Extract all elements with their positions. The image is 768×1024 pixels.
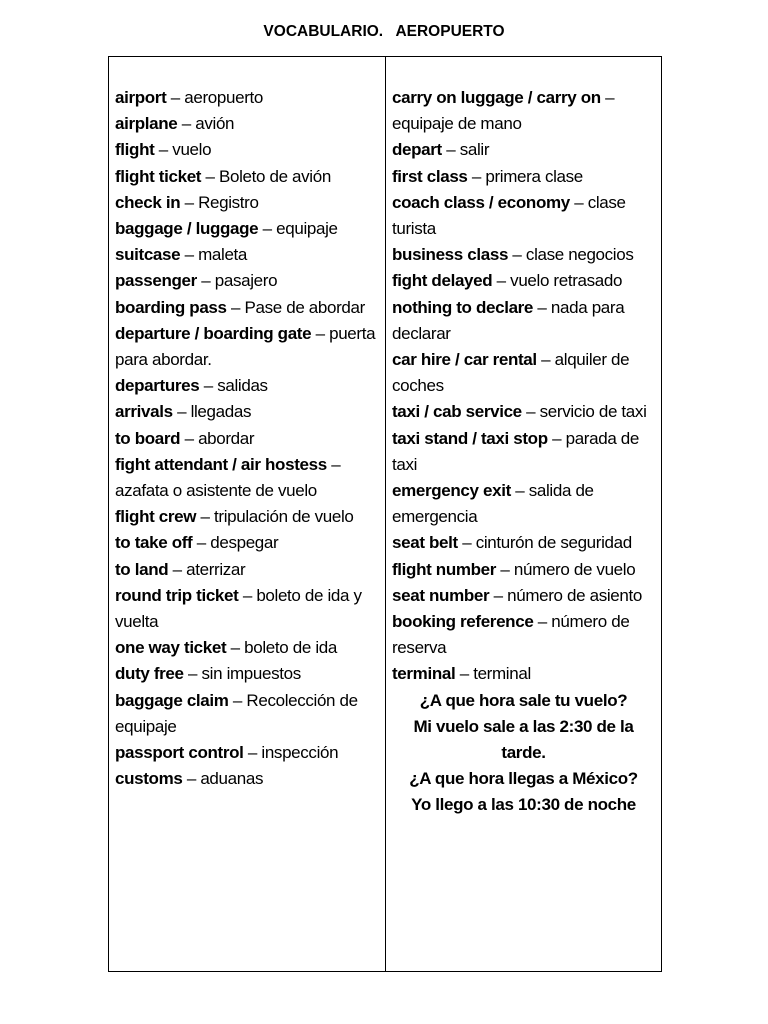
- vocab-translation: tripulación de vuelo: [214, 507, 354, 527]
- vocab-term: car hire / car rental: [392, 350, 537, 370]
- vocab-separator: –: [226, 638, 245, 658]
- vocab-entry: [115, 242, 379, 268]
- vocab-entry: [115, 85, 379, 111]
- vocab-term: one way ticket: [115, 638, 227, 658]
- vocab-translation: aterrizar: [186, 559, 246, 579]
- vocab-entry: [115, 137, 379, 163]
- vocab-translation: abordar: [198, 428, 255, 448]
- vocab-term: baggage claim: [115, 690, 229, 710]
- vocab-translation: aeropuerto: [184, 88, 263, 107]
- vocab-entry: [115, 740, 379, 766]
- vocab-separator: –: [183, 664, 202, 684]
- vocab-separator: –: [569, 192, 588, 212]
- vocab-term: to board: [115, 428, 181, 448]
- vocab-separator: –: [258, 219, 277, 239]
- vocab-entry: [392, 295, 655, 347]
- vocab-separator: –: [441, 140, 460, 160]
- vocab-translation: puerta para abordar.: [115, 323, 376, 370]
- vocab-separator: –: [180, 192, 199, 212]
- vocab-separator: –: [243, 743, 262, 763]
- vocab-translation: clase turista: [392, 192, 626, 239]
- vocab-term: flight crew: [115, 507, 197, 527]
- vocab-separator: –: [201, 166, 219, 186]
- vocabulary-table: [108, 56, 662, 972]
- vocab-separator: –: [533, 297, 551, 317]
- vocab-term: departure / boarding gate: [115, 323, 312, 343]
- vocab-term: seat number: [392, 585, 490, 605]
- example-phrase: Yo llego a las 10:30 de noche: [411, 795, 636, 815]
- vocab-entry: [115, 216, 379, 242]
- vocab-entry: [115, 661, 379, 687]
- vocab-term: emergency exit: [392, 481, 511, 501]
- vocab-term: flight number: [392, 559, 497, 579]
- vocab-separator: –: [238, 585, 257, 605]
- vocab-entry: [392, 164, 655, 190]
- vocab-term: flight: [115, 140, 155, 160]
- vocab-term: airplane: [115, 114, 178, 134]
- vocab-translation: despegar: [210, 533, 279, 553]
- vocab-separator: –: [168, 559, 187, 579]
- vocab-term: first class: [392, 166, 468, 186]
- vocab-separator: –: [547, 428, 566, 448]
- vocab-entry: [115, 111, 379, 137]
- vocab-separator: –: [510, 481, 529, 501]
- vocab-translation: inspección: [261, 743, 339, 763]
- vocab-translation: salidas: [217, 376, 268, 396]
- vocab-separator: –: [600, 88, 615, 107]
- vocab-translation: Registro: [198, 192, 259, 212]
- vocab-entry: [392, 242, 655, 268]
- vocab-entry: [115, 557, 379, 583]
- vocab-term: arrivals: [115, 402, 173, 422]
- vocab-term: passport control: [115, 743, 244, 763]
- vocab-separator: –: [199, 376, 218, 396]
- vocab-separator: –: [536, 350, 555, 370]
- vocab-translation: número de vuelo: [513, 559, 636, 579]
- vocab-term: baggage / luggage: [115, 219, 259, 239]
- vocab-separator: –: [196, 507, 215, 527]
- vocab-entry: [115, 373, 379, 399]
- vocab-translation: número de reserva: [392, 612, 630, 658]
- vocab-entry: [392, 347, 655, 399]
- vocab-entry: [392, 530, 655, 556]
- vocab-entry: [115, 504, 379, 530]
- vocab-entry: [115, 688, 379, 740]
- vocab-separator: –: [489, 585, 508, 605]
- vocab-translation: boleto de ida y vuelta: [115, 585, 362, 632]
- vocab-translation: vuelo: [172, 140, 212, 160]
- vocab-entry: [392, 399, 655, 425]
- vocab-translation: llegadas: [190, 402, 252, 422]
- vocab-separator: –: [196, 271, 215, 291]
- vocab-separator: –: [533, 612, 552, 632]
- vocab-entry: [392, 609, 655, 661]
- vocab-term: customs: [115, 769, 183, 789]
- vocab-term: suitcase: [115, 245, 181, 265]
- vocab-translation: alquiler de coches: [392, 350, 630, 396]
- vocab-entry: [115, 452, 379, 504]
- vocab-separator: –: [180, 245, 199, 265]
- vocab-term: passenger: [115, 271, 197, 291]
- vocab-separator: –: [182, 769, 201, 789]
- vocab-term: seat belt: [392, 533, 458, 553]
- vocab-term: taxi / cab service: [392, 402, 522, 422]
- example-phrase: Mi vuelo sale a las 2:30 de la tarde.: [413, 716, 634, 763]
- vocab-translation: Recolección de equipaje: [115, 690, 358, 736]
- vocab-entry: [392, 85, 655, 137]
- vocab-entry: [392, 583, 655, 609]
- vocab-translation: cinturón de seguridad: [475, 533, 632, 553]
- vocab-entry: [115, 190, 379, 216]
- vocab-term: duty free: [115, 664, 184, 684]
- vocab-translation: Pase de abordar: [244, 297, 365, 317]
- vocab-translation: avión: [195, 114, 235, 134]
- vocab-separator: –: [166, 88, 185, 107]
- vocab-translation: vuelo retrasado: [510, 271, 623, 291]
- vocab-separator: –: [311, 323, 330, 343]
- vocab-term: airport: [115, 88, 167, 107]
- vocab-separator: –: [521, 402, 540, 422]
- vocab-term: round trip ticket: [115, 585, 239, 605]
- vocab-entry: [392, 190, 655, 242]
- vocab-term: boarding pass: [115, 297, 227, 317]
- vocab-translation: nada para declarar: [392, 297, 625, 343]
- vocab-separator: –: [496, 559, 514, 579]
- vocab-translation: salida de emergencia: [392, 481, 594, 527]
- vocab-entry: [115, 426, 379, 452]
- vocab-separator: –: [177, 114, 196, 134]
- vocab-translation: pasajero: [214, 271, 278, 291]
- vocab-term: flight ticket: [115, 166, 202, 186]
- vocab-translation: sin impuestos: [201, 664, 301, 684]
- vocab-entry: [115, 399, 379, 425]
- vocab-term: taxi stand / taxi stop: [392, 428, 548, 448]
- vocab-term: booking reference: [392, 612, 534, 632]
- vocab-separator: –: [180, 428, 199, 448]
- vocab-entry: [115, 635, 379, 661]
- vocab-separator: –: [226, 297, 245, 317]
- vocab-term: depart: [392, 140, 442, 160]
- vocab-term: fight attendant / air hostess: [115, 454, 327, 474]
- vocab-entry: [115, 164, 379, 190]
- vocab-separator: –: [228, 690, 247, 710]
- vocab-entry: [392, 137, 655, 163]
- vocab-entry: [115, 321, 379, 373]
- vocab-term: departures: [115, 376, 200, 396]
- vocab-translation: boleto de ida: [244, 638, 337, 658]
- vocab-entry: [392, 268, 655, 294]
- vocab-entry: [115, 583, 379, 635]
- vocab-separator: –: [492, 271, 511, 291]
- example-phrases: [392, 688, 655, 819]
- vocab-term: business class: [392, 245, 509, 265]
- vocab-term: fight delayed: [392, 271, 493, 291]
- vocab-separator: –: [154, 140, 173, 160]
- vocab-term: coach class / economy: [392, 192, 570, 212]
- vocab-translation: servicio de taxi: [539, 402, 647, 422]
- vocab-translation: número de asiento: [507, 585, 642, 605]
- vocab-term: carry on luggage / carry on: [392, 88, 601, 107]
- vocab-term: nothing to declare: [392, 297, 534, 317]
- vocab-translation: aduanas: [200, 769, 264, 789]
- vocab-entry: [392, 426, 655, 478]
- vocab-term: check in: [115, 192, 181, 212]
- vocab-separator: –: [455, 664, 474, 684]
- vocab-translation: parada de taxi: [392, 428, 640, 474]
- vocab-entry: [392, 478, 655, 530]
- vocab-translation: Boleto de avión: [218, 166, 331, 186]
- vocab-translation: clase negocios: [525, 245, 634, 265]
- vocab-term: to land: [115, 559, 169, 579]
- right-column: [386, 57, 661, 971]
- vocab-entry: [392, 661, 655, 687]
- vocab-separator: –: [192, 533, 211, 553]
- left-column: [109, 57, 386, 971]
- vocab-separator: –: [457, 533, 476, 553]
- vocab-term: to take off: [115, 533, 193, 553]
- vocab-translation: azafata o asistente de vuelo: [115, 481, 317, 501]
- vocab-separator: –: [326, 454, 341, 474]
- vocab-entry: [115, 766, 379, 792]
- vocab-entry: [392, 557, 655, 583]
- vocab-term: terminal: [392, 664, 456, 684]
- example-phrase: ¿A que hora llegas a México?: [409, 769, 638, 789]
- page-title: VOCABULARIO. AEROPUERTO: [263, 23, 505, 40]
- vocab-separator: –: [508, 245, 526, 265]
- vocab-entry: [115, 295, 379, 321]
- vocab-translation: equipaje de mano: [392, 114, 522, 134]
- vocab-translation: equipaje: [276, 219, 338, 239]
- vocab-translation: primera clase: [485, 166, 583, 186]
- vocab-translation: salir: [459, 140, 490, 160]
- example-phrase: ¿A que hora sale tu vuelo?: [419, 690, 628, 710]
- vocab-translation: terminal: [473, 664, 531, 684]
- vocab-entry: [115, 530, 379, 556]
- vocab-separator: –: [172, 402, 191, 422]
- vocab-translation: maleta: [198, 245, 248, 265]
- vocab-entry: [115, 268, 379, 294]
- right-entries: [392, 85, 655, 688]
- vocab-separator: –: [467, 166, 486, 186]
